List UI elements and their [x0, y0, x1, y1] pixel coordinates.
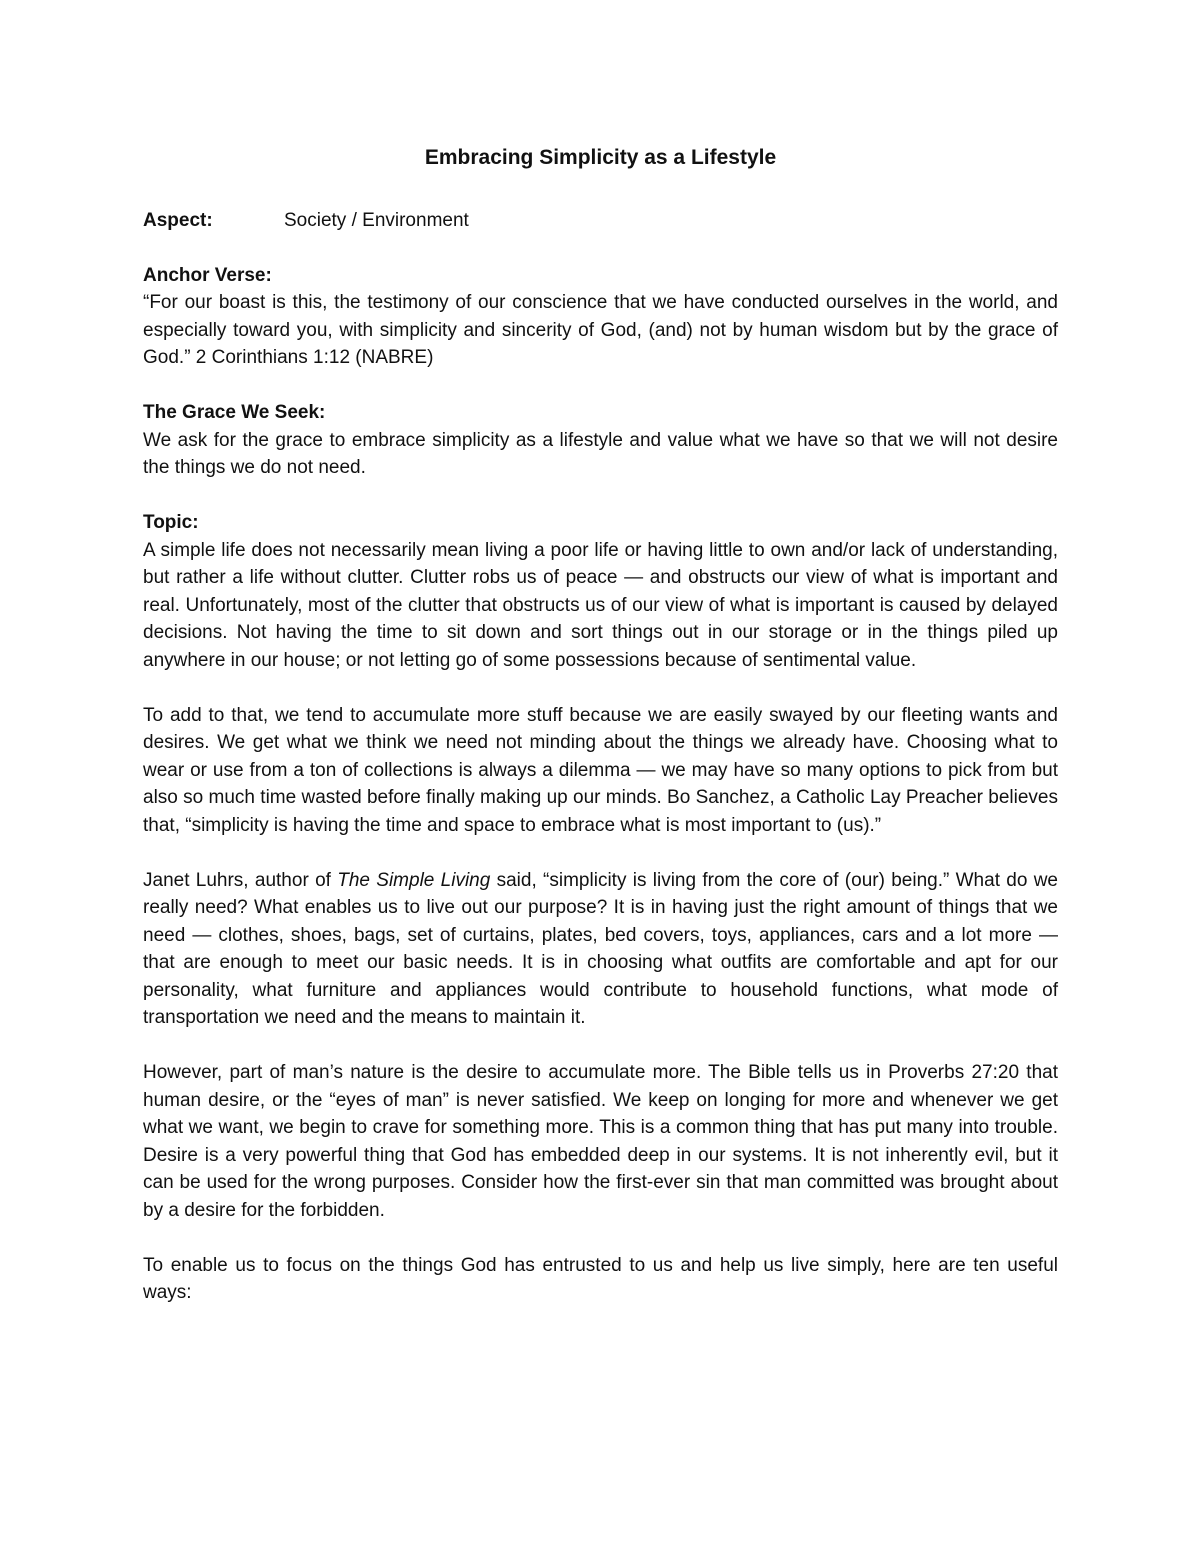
topic-section — [143, 509, 1058, 1307]
grace-heading: The Grace We Seek: — [143, 402, 326, 423]
topic-paragraph-3 — [143, 867, 1058, 1032]
anchor-verse-heading: Anchor Verse: — [143, 264, 272, 286]
aspect-row — [143, 207, 1058, 235]
document-title: Embracing Simplicity as a Lifestyle — [424, 146, 777, 169]
grace-text: We ask for the grace to embrace simplicity as a lifestyle and value what we have so that we will not desire the things we do not need. — [143, 429, 1058, 478]
topic-paragraph-2: To add to that, we tend to accumulate more stuff because we are easily swayed by our fleeting wants and desires. We get what we think we need not minding about the things we already have. Choosing what to wear or use from a ton of collections is always a dilemma — we may have so many options to pick from but also so much time wasted before finally making up our minds. Bo Sanchez, a Catholic Lay Preacher believes that, “simplicity is having the time and space to embrace what is most important to (us).” — [143, 704, 1058, 836]
grace-section — [143, 399, 1058, 482]
anchor-verse-text: “For our boast is this, the testimony of our conscience that we have conducted ourselves in the world, and especially toward you, with simplicity and sincerity of God, (and) not by human wisdom but by the grace of God.” 2 Corinthians 1:12 (NABRE) — [143, 292, 1058, 368]
book-title: The Simple Living — [337, 869, 491, 891]
anchor-verse-section — [143, 262, 1058, 372]
topic-paragraph-5: To enable us to focus on the things God has entrusted to us and help us live simply, here are ten useful ways: — [143, 1254, 1058, 1303]
topic-heading: Topic: — [143, 512, 199, 533]
aspect-label: Aspect: — [143, 210, 213, 231]
topic-paragraph-3-start: Janet Luhrs, author of — [143, 869, 338, 891]
aspect-value: Society / Environment — [284, 210, 469, 231]
topic-paragraph-3-rest: said, “simplicity is living from the core of (our) being.” What do we really need? What enables us to live out our purpose? It is in having just the right amount of things that we need — clothes, shoes, bags, set of curtains, plates, bed covers, toys, appliances, cars and a lot more — that are enough to meet our basic needs. It is in choosing what outfits are comfortable and apt for our personality, what furniture and appliances would contribute to household functions, what mode of transportation we need and the means to maintain it. — [143, 869, 1059, 1028]
document-body — [143, 143, 1058, 1334]
topic-paragraph-1: A simple life does not necessarily mean living a poor life or having little to own and/or lack of understanding, but rather a life without clutter. Clutter robs us of peace — and obstructs our view of what is important and real. Unfortunately, most of the clutter that obstructs us of our view of what is important is caused by delayed decisions. Not having the time to sit down and sort things out in our storage or in the things piled up anywhere in our house; or not letting go of some possessions because of sentimental value. — [143, 539, 1058, 671]
topic-paragraph-4: However, part of man’s nature is the desire to accumulate more. The Bible tells us in Proverbs 27:20 that human desire, or the “eyes of man” is never satisfied. We keep on longing for more and whenever we get what we want, we begin to crave for something more. This is a common thing that has put many into trouble. Desire is a very powerful thing that God has embedded deep in our systems. It is not inherently evil, but it can be used for the wrong purposes. Consider how the first-ever sin that man committed was brought about by a desire for the forbidden. — [143, 1062, 1058, 1221]
